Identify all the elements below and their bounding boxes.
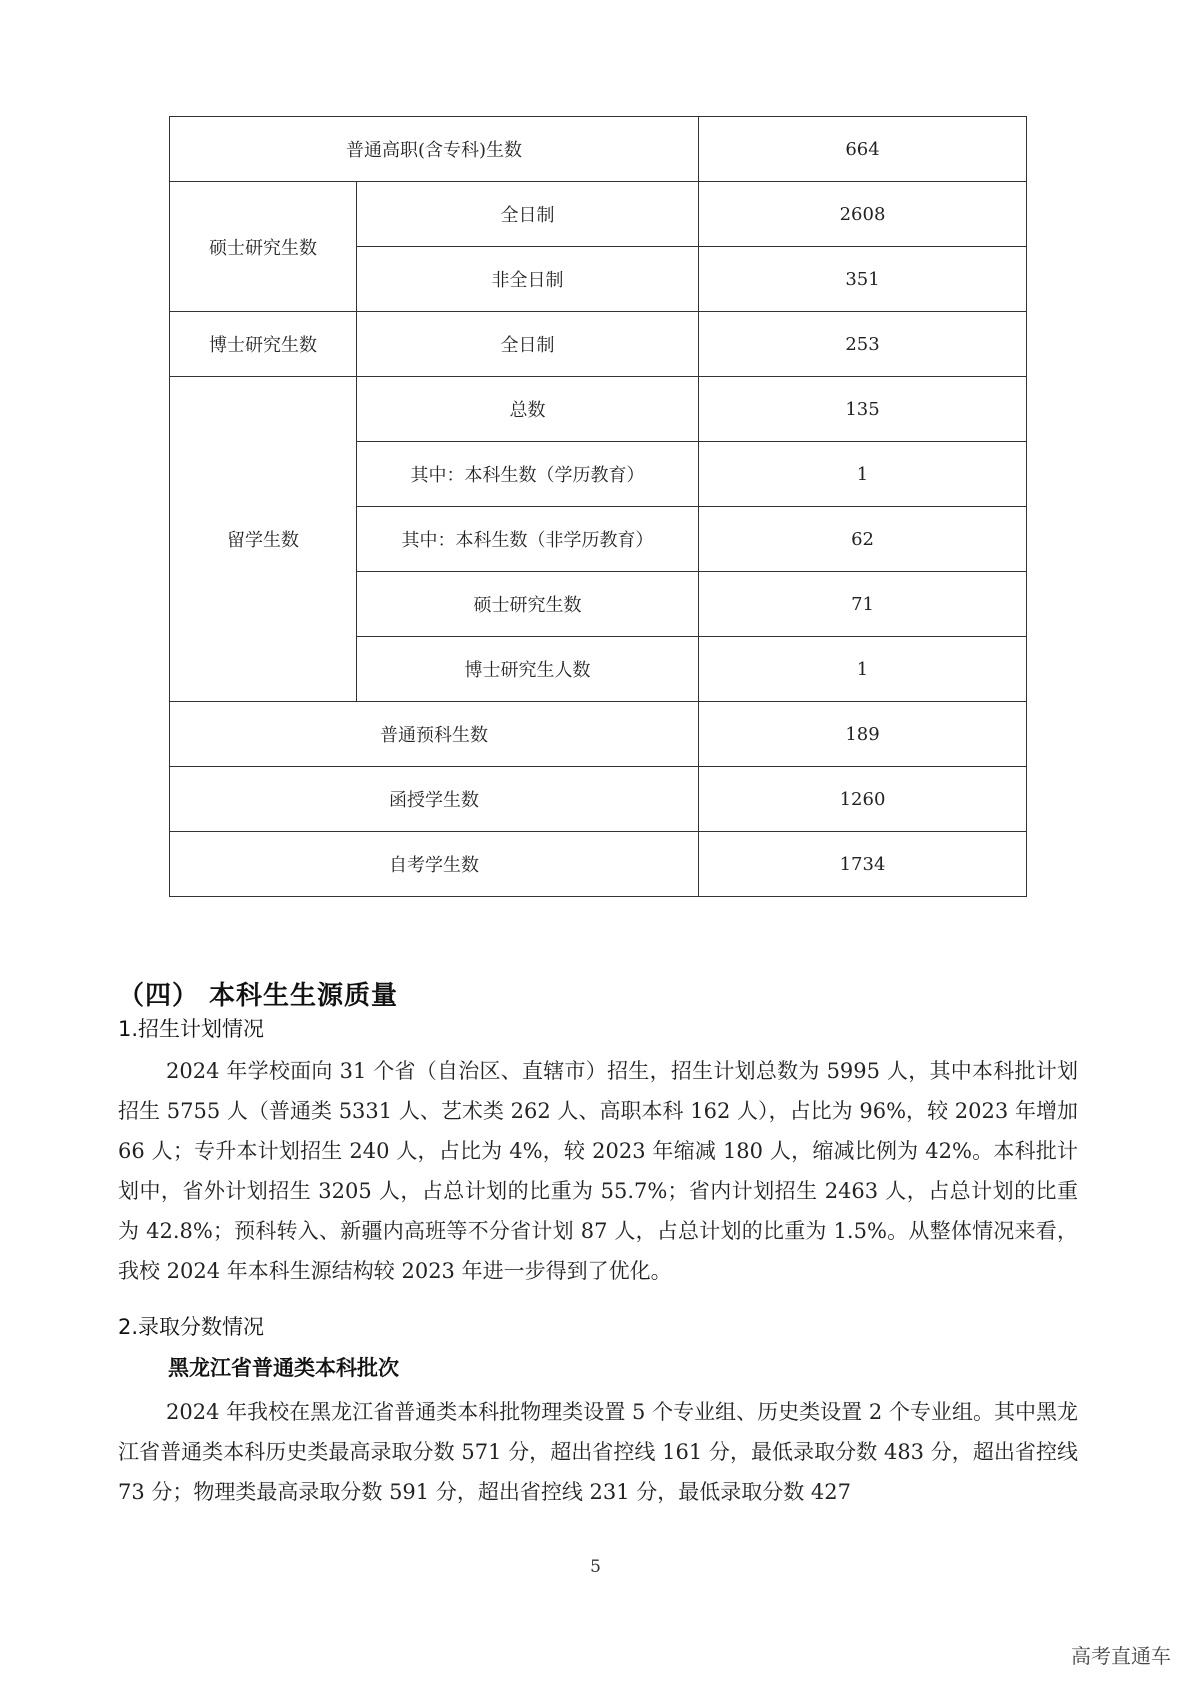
row-label: 普通预科生数 <box>170 702 699 767</box>
row-value: 2608 <box>699 182 1027 247</box>
sub-label: 非全日制 <box>357 247 699 312</box>
subsection-heading-heilongjiang: 黑龙江省普通类本科批次 <box>168 1356 399 1380</box>
sub-label: 全日制 <box>357 312 699 377</box>
table-row <box>170 182 1027 247</box>
row-value: 253 <box>699 312 1027 377</box>
paragraph-scores: 2024 年我校在黑龙江省普通类本科批物理类设置 5 个专业组、历史类设置 2 个专业组。其中黑龙江省普通类本科历史类最高录取分数 571 分，超出省控线 161 分，最低录取分数 483 分，超出省控线 73 分；物理类最高录取分数 591 分，超出省控线 231 分，最低录取分数 427 <box>118 1400 1078 1504</box>
row-value: 1734 <box>699 832 1027 897</box>
sub-label: 总数 <box>357 377 699 442</box>
subsection-heading-plan: 1.招生计划情况 <box>118 1017 265 1041</box>
row-label: 函授学生数 <box>170 767 699 832</box>
student-count-table <box>169 116 1027 897</box>
row-label: 自考学生数 <box>170 832 699 897</box>
row-value: 351 <box>699 247 1027 312</box>
watermark: 高考直通车 <box>1071 1644 1171 1668</box>
table-row <box>170 377 1027 442</box>
row-value: 1 <box>699 442 1027 507</box>
table-row <box>170 702 1027 767</box>
sub-label: 其中：本科生数（学历教育） <box>357 442 699 507</box>
row-value: 71 <box>699 572 1027 637</box>
sub-label: 全日制 <box>357 182 699 247</box>
table-row <box>170 767 1027 832</box>
page-number: 5 <box>590 1557 601 1577</box>
sub-label: 博士研究生人数 <box>357 637 699 702</box>
group-label: 留学生数 <box>170 377 357 702</box>
row-value: 1260 <box>699 767 1027 832</box>
group-label: 硕士研究生数 <box>170 182 357 312</box>
row-value: 664 <box>699 117 1027 182</box>
table-row <box>170 117 1027 182</box>
row-value: 135 <box>699 377 1027 442</box>
group-label: 博士研究生数 <box>170 312 357 377</box>
sub-label: 其中：本科生数（非学历教育） <box>357 507 699 572</box>
sub-label: 硕士研究生数 <box>357 572 699 637</box>
row-value: 62 <box>699 507 1027 572</box>
section-heading: （四） 本科生生源质量 <box>118 981 399 1011</box>
table-row <box>170 832 1027 897</box>
row-label: 普通高职(含专科)生数 <box>170 117 699 182</box>
row-value: 1 <box>699 637 1027 702</box>
subsection-heading-scores: 2.录取分数情况 <box>118 1315 265 1339</box>
row-value: 189 <box>699 702 1027 767</box>
paragraph-plan: 2024 年学校面向 31 个省（自治区、直辖市）招生，招生计划总数为 5995 人，其中本科批计划招生 5755 人（普通类 5331 人、艺术类 262 人、高职本科 162 人），占比为 96%，较 2023 年增加 66 人；专升本计划招生 240 人，占比为 4%，较 2023 年缩减 180 人，缩减比例为 42%。本科批计划中，省外计划招生 3205 人，占总计划的比重为 55.7%；省内计划招生 2463 人，占总计划的比重为 42.8%；预科转入、新疆内高班等不分省计划 87 人，占总计划的比重为 1.5%。从整体情况来看，我校 2024 年本科生源结构较 2023 年进一步得到了优化。 <box>118 1059 1078 1283</box>
table-row <box>170 312 1027 377</box>
